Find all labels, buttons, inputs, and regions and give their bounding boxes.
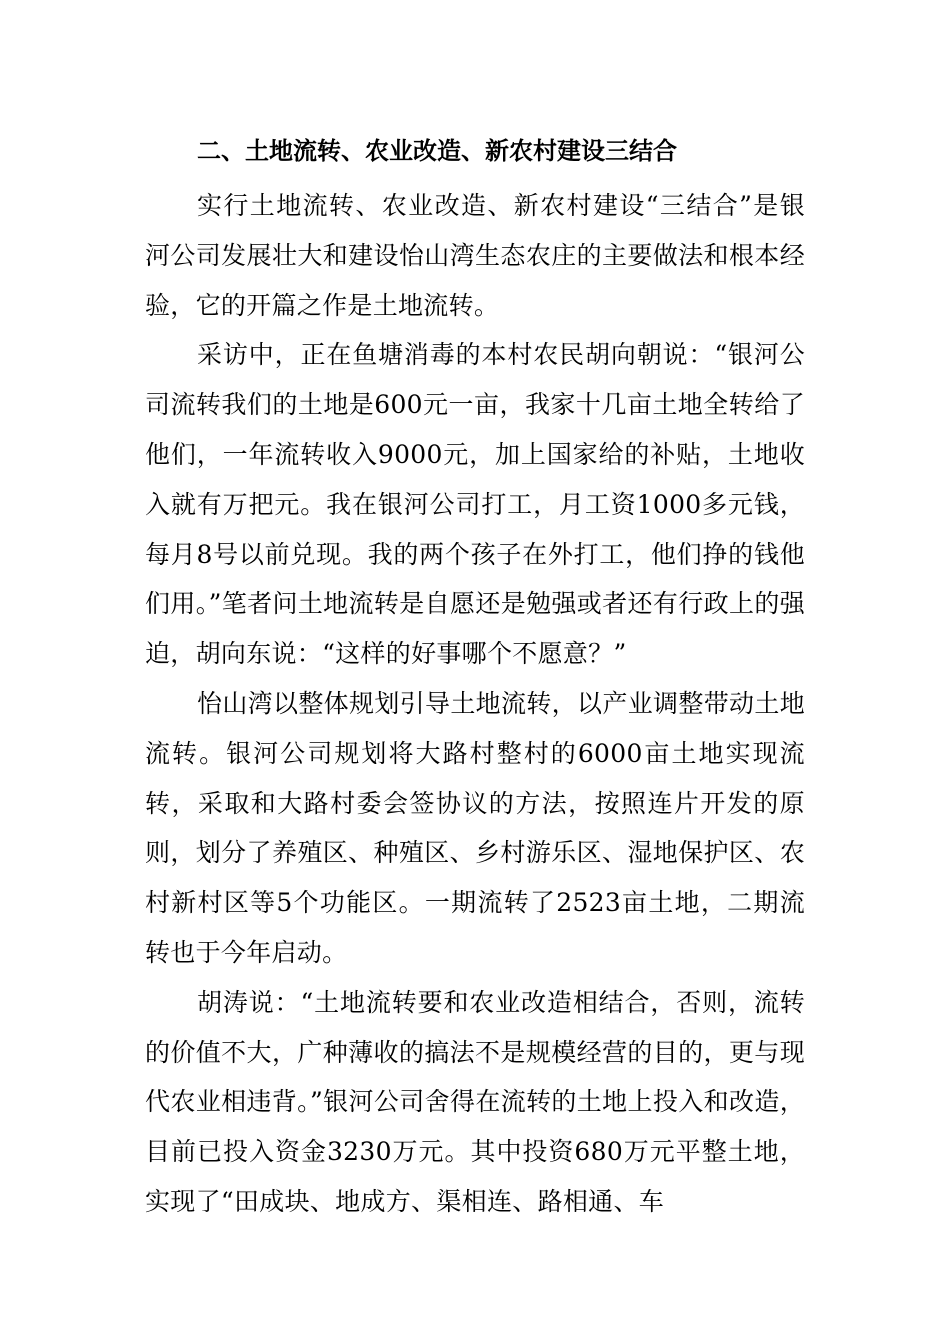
section-heading: 二、土地流转、农业改造、新农村建设三结合: [197, 137, 677, 165]
paragraph-interview: 采访中，正在鱼塘消毒的本村农民胡向朝说：“银河公司流转我们的土地是600元一亩，我家十几亩土地全转给了他们，一年流转收入9000元，加上国家给的补贴，土地收入就有万把元。我在银河公司打工，月工资1000多元钱，每月8号以前兑现。我的两个孩子在外打工，他们挣的钱他们用。”笔者问土地流转是自愿还是勉强或者还有行政上的强迫，胡向东说：“这样的好事哪个不愿意？”: [145, 340, 805, 669]
paragraph-planning: 怡山湾以整体规划引导土地流转，以产业调整带动土地流转。银河公司规划将大路村整村的6000亩土地实现流转，采取和大路村委会签协议的方法，按照连片开发的原则，划分了养殖区、种殖区、乡村游乐区、湿地保护区、农村新村区等5个功能区。一期流转了2523亩土地，二期流转也于今年启动。: [145, 688, 805, 967]
paragraph-intro: 实行土地流转、农业改造、新农村建设“三结合”是银河公司发展壮大和建设怡山湾生态农庄的主要做法和根本经验，它的开篇之作是土地流转。: [145, 191, 805, 320]
paragraph-investment: 胡涛说：“土地流转要和农业改造相结合，否则，流转的价值不大，广种薄收的搞法不是规模经营的目的，更与现代农业相违背。”银河公司舍得在流转的土地上投入和改造，目前已投入资金3230万元。其中投资680万元平整土地，实现了“田成块、地成方、渠相连、路相通、车: [145, 987, 805, 1216]
document-body: [145, 131, 805, 1227]
